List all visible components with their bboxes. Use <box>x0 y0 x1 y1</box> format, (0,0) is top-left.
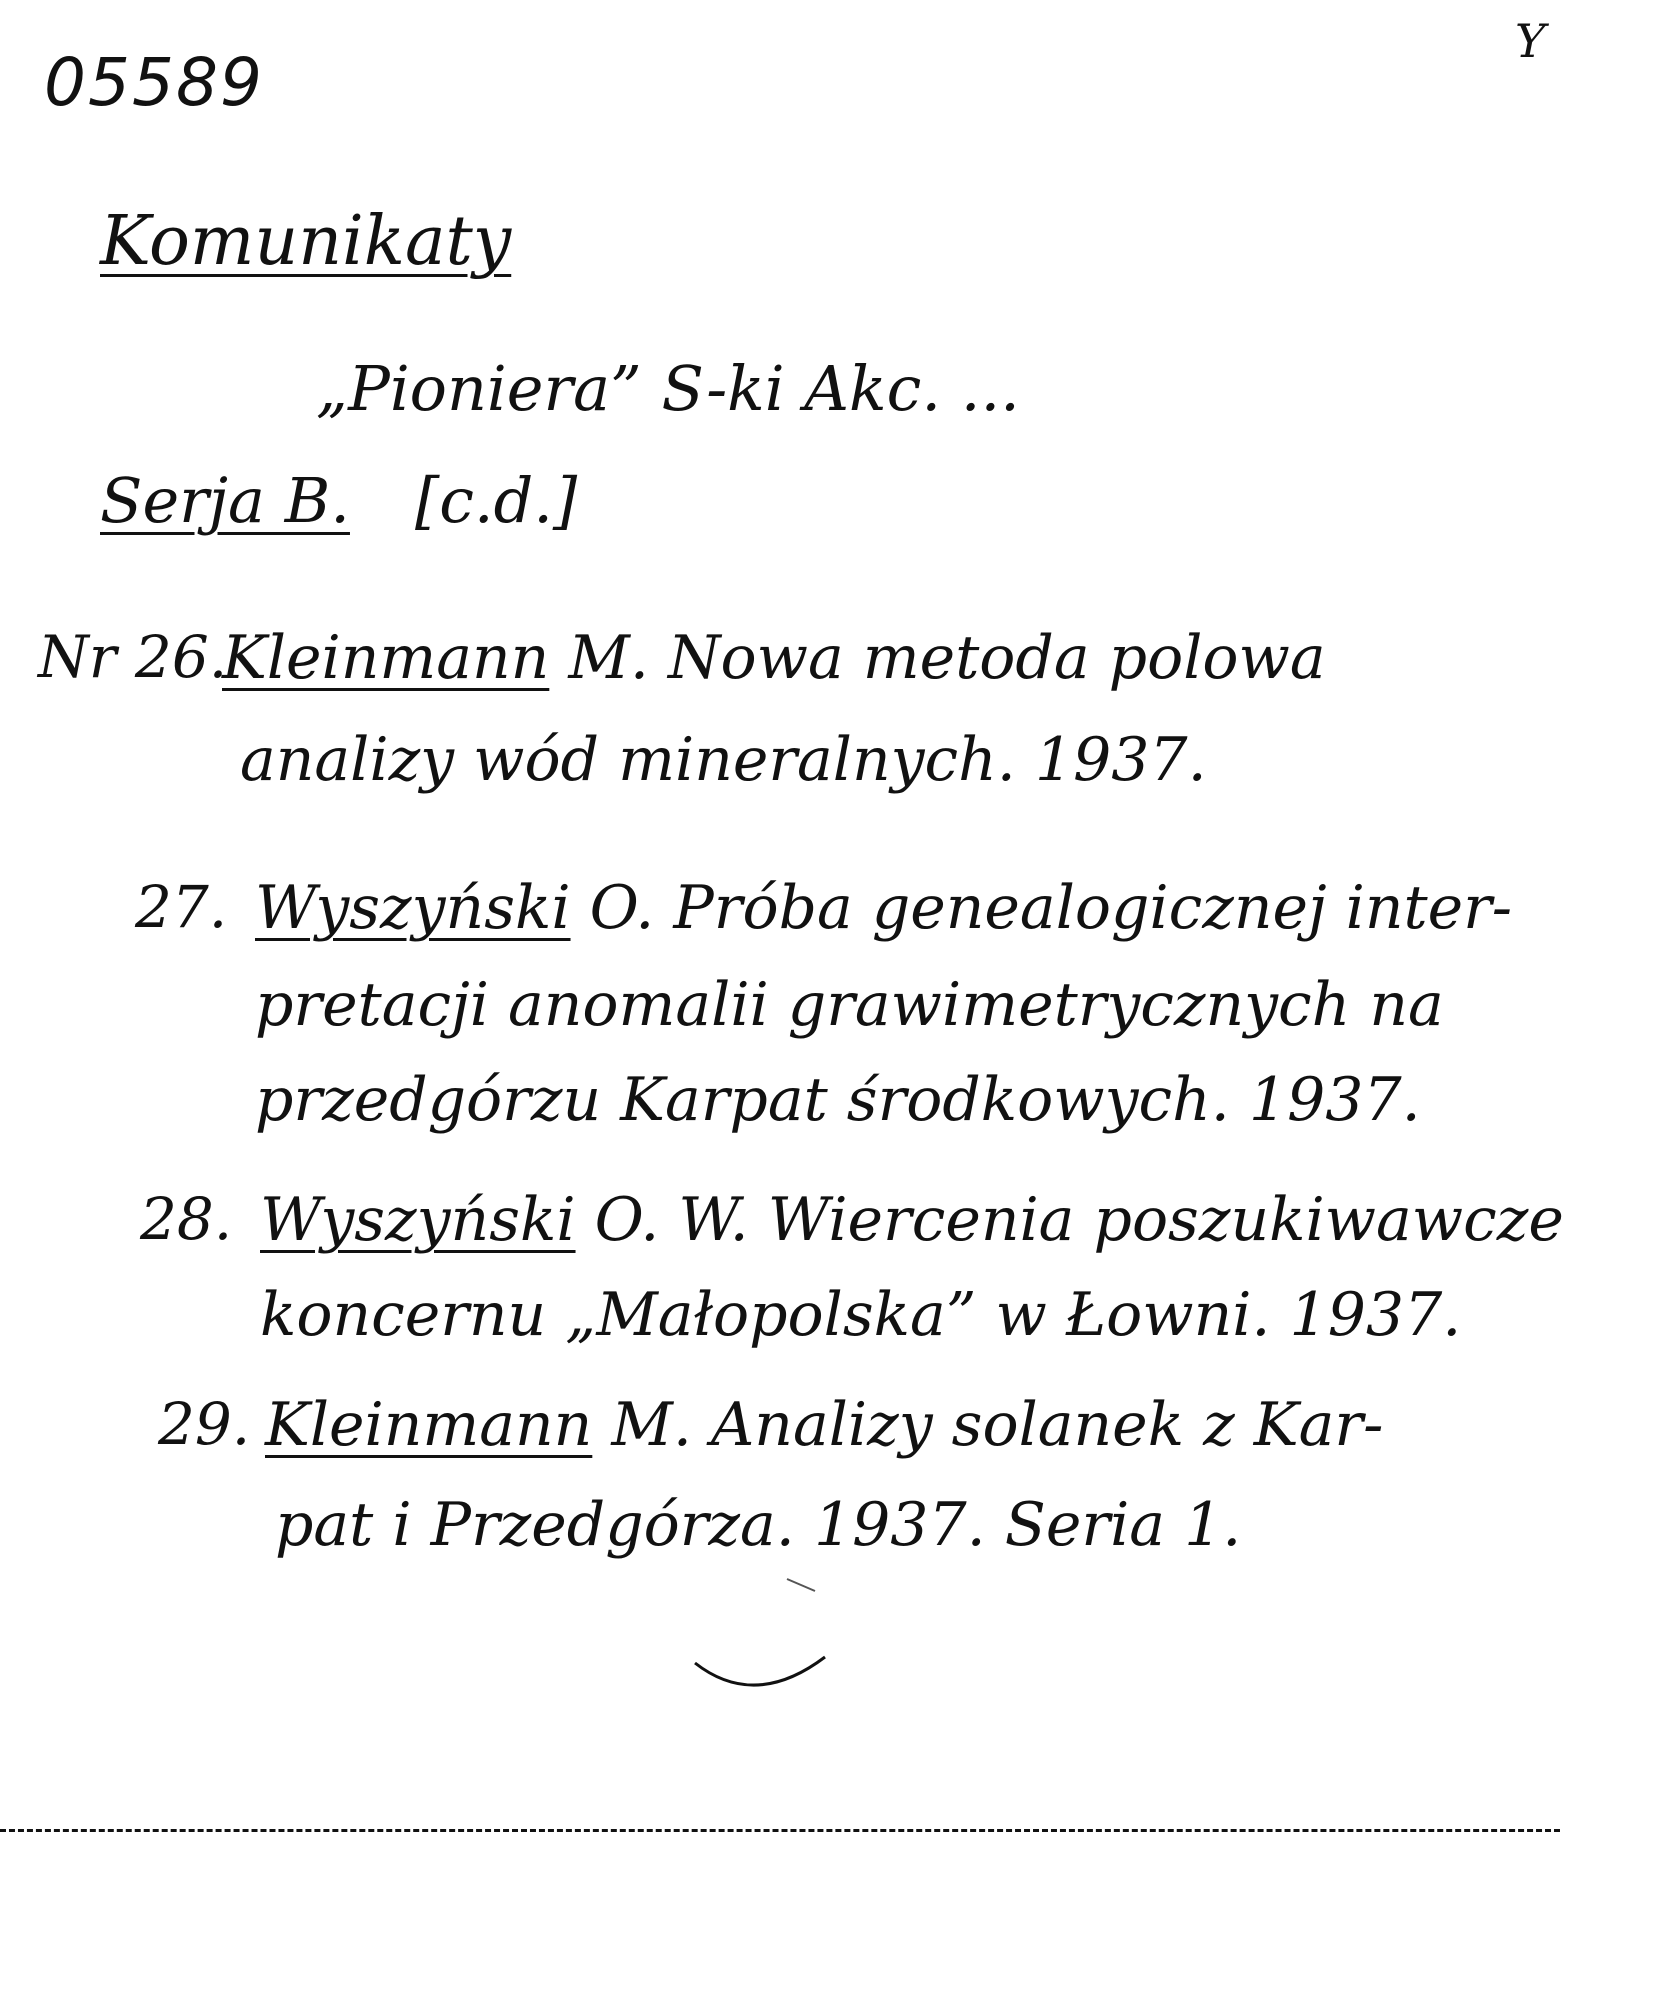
entry-first-line <box>255 873 1513 943</box>
entry-continuation-line: pretacji anomalii grawimetrycznych na <box>255 970 1444 1040</box>
bottom-rule <box>0 1829 1560 1832</box>
entry-continuation-line: przedgórzu Karpat środkowych. 1937. <box>255 1065 1421 1135</box>
entry-author: Wyszyński <box>260 1185 576 1255</box>
entry-number: 29. <box>158 1390 251 1458</box>
entry-continuation-line: pat i Przedgórza. 1937. Seria 1. <box>275 1490 1242 1560</box>
entry-text: M. Analizy solanek z Kar- <box>592 1390 1384 1460</box>
heading-continued: [c.d.] <box>415 464 578 537</box>
entry-number: Nr 26. <box>38 623 228 691</box>
entry-text: O. Próba genealogicznej inter- <box>570 873 1513 943</box>
corner-mark: Y <box>1515 14 1546 68</box>
curve-mark <box>690 1655 830 1715</box>
entry-author: Kleinmann <box>265 1390 593 1460</box>
entry-number: 27. <box>135 873 228 941</box>
entry-author: Wyszyński <box>255 873 571 943</box>
entry-continuation-line: analizy wód mineralnych. 1937. <box>240 725 1207 795</box>
entry-number: 28. <box>140 1185 233 1253</box>
heading-publisher: „Pioniera” S-ki Akc. ... <box>316 352 1020 425</box>
entry-first-line <box>265 1390 1384 1460</box>
entry-text: M. Nowa metoda polowa <box>549 623 1326 693</box>
entry-text: O. W. Wiercenia poszukiwawcze <box>575 1185 1564 1255</box>
heading-series: Serja B. <box>100 464 350 537</box>
entry-author: Kleinmann <box>222 623 550 693</box>
entry-continuation-line: koncernu „Małopolska” w Łowni. 1937. <box>260 1280 1462 1350</box>
entry-first-line <box>260 1185 1564 1255</box>
entry-first-line <box>222 623 1326 693</box>
tick-mark <box>785 1575 825 1595</box>
heading-title: Komunikaty <box>100 202 512 281</box>
catalog-number: 05589 <box>44 44 264 121</box>
